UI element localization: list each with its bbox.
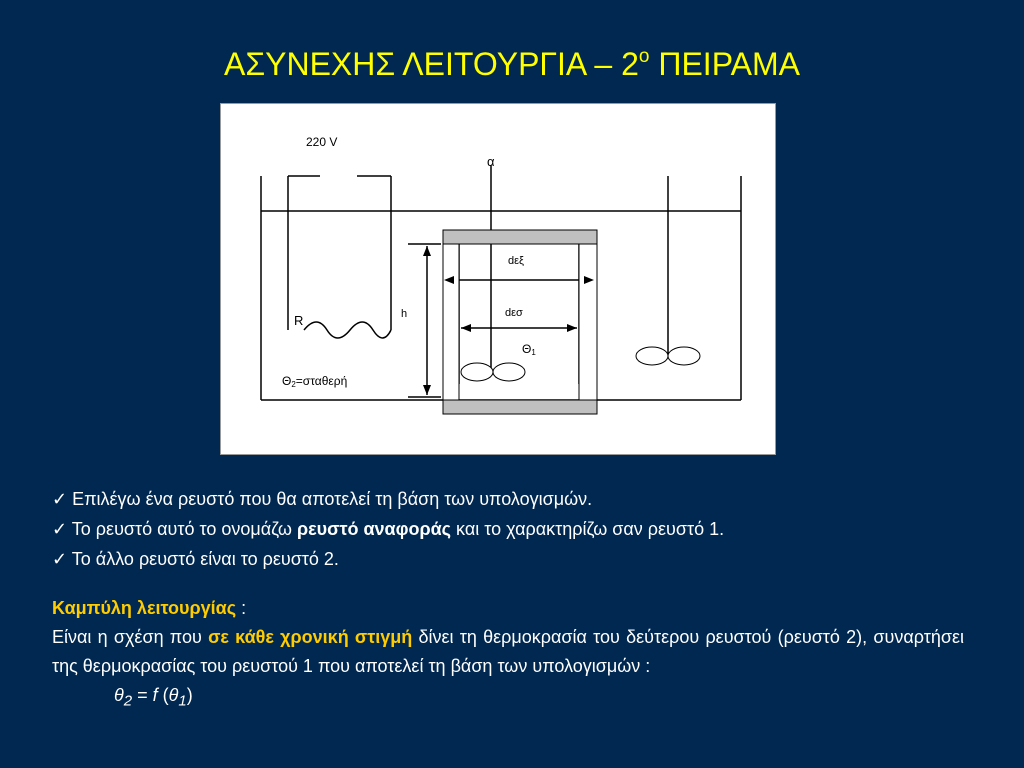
inner-stirrer-paddle-left bbox=[461, 363, 493, 381]
outer-stirrer-paddle-left bbox=[636, 347, 668, 365]
bold-term: ρευστό αναφοράς bbox=[296, 519, 452, 539]
curve-heading: Καμπύλη λειτουργίας : bbox=[52, 598, 247, 618]
curve-description: Είναι η σχέση που σε κάθε χρονική στιγμή δίνει τη θερμοκρασία του δεύτερου ρευστού (ρευστό 2), συναρτήσει της θερμοκρασίας του ρευστού 1 που αποτελεί τη βάση των υπολογισμών : bbox=[52, 627, 964, 676]
h-label: h bbox=[401, 308, 408, 320]
dex-label: dεξ bbox=[508, 255, 524, 267]
highlight-phrase: σε κάθε χρονική στιγμή bbox=[208, 627, 413, 647]
check-icon: ✓ bbox=[52, 519, 68, 539]
bullet-item: ✓ Το άλλο ρευστό είναι το ρευστό 2. bbox=[52, 549, 339, 569]
voltage-label: 220 V bbox=[306, 135, 338, 149]
formula: $\theta_2 = f$ $(\theta_1)$ bbox=[114, 685, 193, 710]
theta1-label: Θ1 bbox=[522, 342, 536, 357]
operating-curve-section bbox=[52, 594, 964, 716]
check-icon: ✓ bbox=[52, 489, 68, 509]
bullet-item: ✓ Επιλέγω ένα ρευστό που θα αποτελεί τη βάση των υπολογισμών. bbox=[52, 489, 593, 509]
inner-vessel-top-lid bbox=[443, 230, 597, 244]
slide-title bbox=[0, 44, 1024, 84]
check-icon: ✓ bbox=[52, 549, 68, 569]
apparatus-drawing bbox=[221, 104, 777, 456]
title-main: ΑΣΥΝΕΧΗΣ ΛΕΙΤΟΥΡΓΙΑ – 2 bbox=[224, 46, 639, 82]
inner-vessel-left-jacket bbox=[443, 244, 459, 400]
inner-vessel-right-jacket bbox=[579, 244, 597, 400]
outer-stirrer-paddle-right bbox=[668, 347, 700, 365]
bullet-list bbox=[52, 484, 972, 574]
des-label: dεσ bbox=[505, 307, 523, 319]
theta2-label: Θ2=σταθερή bbox=[282, 374, 348, 389]
apparatus-diagram bbox=[220, 103, 776, 455]
resistance-label: R bbox=[294, 313, 304, 328]
title-tail: ΠΕΙΡΑΜΑ bbox=[649, 46, 800, 82]
title-superscript: ο bbox=[638, 46, 650, 67]
inner-vessel-bottom bbox=[443, 400, 597, 414]
bullet-item: ✓ Το ρευστό αυτό το ονομάζω ρευστό αναφοράς και το χαρακτηρίζω σαν ρευστό 1. bbox=[52, 519, 725, 539]
alpha-label: α bbox=[487, 154, 495, 169]
inner-stirrer-paddle-right bbox=[493, 363, 525, 381]
heater-coil bbox=[304, 322, 391, 338]
